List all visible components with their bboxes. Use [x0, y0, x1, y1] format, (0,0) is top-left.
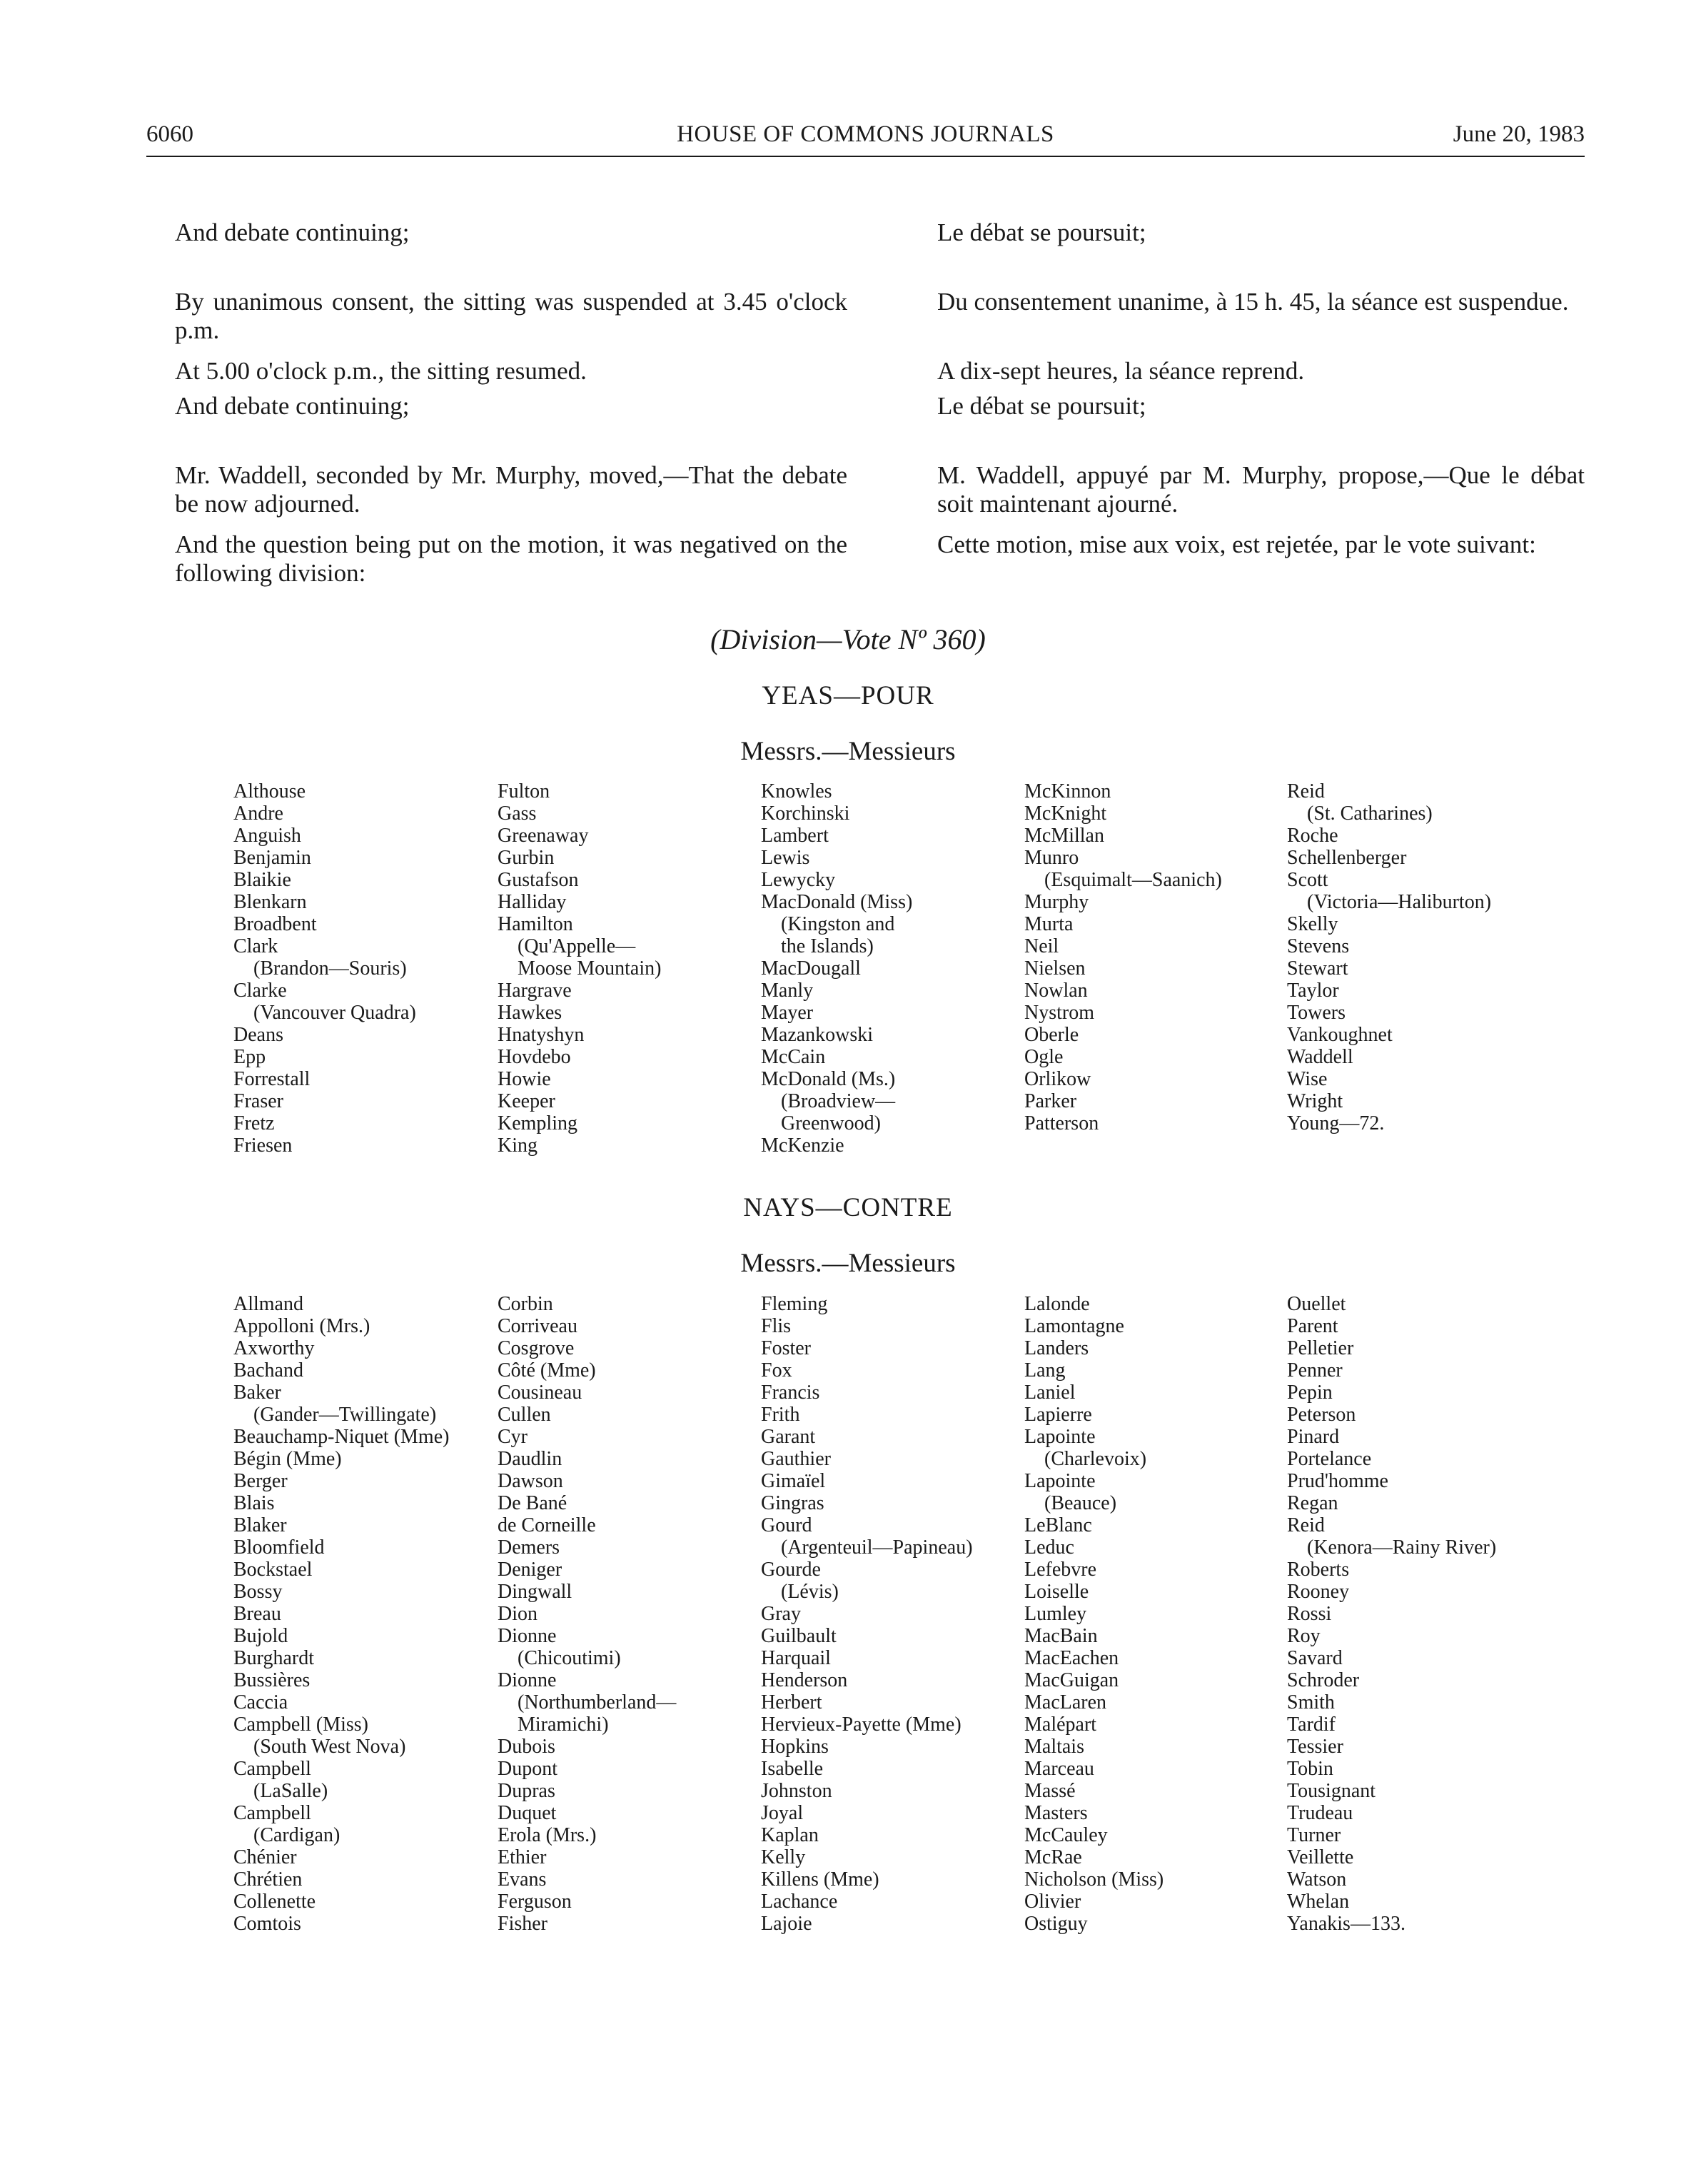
member-name: Flis	[761, 1315, 792, 1337]
member-name: Killens (Mme)	[761, 1868, 879, 1891]
member-name: Dubois	[498, 1736, 555, 1758]
member-name: Deans	[233, 1024, 283, 1046]
member-name: Henderson	[761, 1669, 848, 1691]
member-name: Lalonde	[1024, 1293, 1090, 1315]
member-name: Althouse	[233, 780, 306, 802]
member-name: Beauchamp-Niquet (Mme)	[233, 1426, 450, 1448]
member-name: Dionne	[498, 1625, 557, 1647]
fr-motion-rejetee: Cette motion, mise aux voix, est rejetée, par le vote suivant:	[937, 530, 1536, 558]
member-name: Lambert	[761, 825, 829, 847]
member-name: Fox	[761, 1359, 792, 1382]
yeas-heading: YEAS—POUR	[762, 681, 934, 710]
member-name: LeBlanc	[1024, 1514, 1092, 1536]
yeas-messrs-heading: Messrs.—Messieurs	[740, 737, 956, 766]
member-name: Tobin	[1287, 1758, 1333, 1780]
member-name: Ferguson	[498, 1891, 572, 1913]
member-name: Ouellet	[1287, 1293, 1346, 1315]
member-name: Blais	[233, 1492, 275, 1514]
member-name: Andre	[233, 802, 283, 825]
member-name: Scott	[1287, 869, 1328, 891]
member-name: Prud'homme	[1287, 1470, 1388, 1492]
member-name: Blenkarn	[233, 891, 307, 913]
en-motion-adjourn: Mr. Waddell, seconded by Mr. Murphy, moved,—That the debate be now adjourned.	[175, 461, 847, 518]
member-name: Guilbault	[761, 1625, 837, 1647]
member-name: Axworthy	[233, 1337, 315, 1359]
member-name: (Vancouver Quadra)	[253, 1002, 416, 1024]
nays-heading: NAYS—CONTRE	[743, 1193, 953, 1222]
member-name: Collenette	[233, 1891, 316, 1913]
member-name: Ogle	[1024, 1046, 1064, 1068]
member-name: Yanakis—133.	[1287, 1913, 1405, 1935]
member-name: (LaSalle)	[253, 1780, 328, 1802]
member-name: Taylor	[1287, 980, 1339, 1002]
member-name: Demers	[498, 1536, 560, 1559]
member-name: Lang	[1024, 1359, 1066, 1382]
member-name: Erola (Mrs.)	[498, 1824, 597, 1846]
member-name: Gustafson	[498, 869, 579, 891]
member-name: Manly	[761, 980, 814, 1002]
member-name: Johnston	[761, 1780, 832, 1802]
member-name: Hervieux-Payette (Mme)	[761, 1714, 961, 1736]
member-name: Roy	[1287, 1625, 1321, 1647]
member-name: McRae	[1024, 1846, 1082, 1868]
member-name: Watson	[1287, 1868, 1347, 1891]
member-name: Corbin	[498, 1293, 553, 1315]
member-name: Tousignant	[1287, 1780, 1376, 1802]
member-name: MacEachen	[1024, 1647, 1119, 1669]
member-name: Cullen	[498, 1404, 551, 1426]
member-name: Reid	[1287, 1514, 1325, 1536]
member-name: Cosgrove	[498, 1337, 575, 1359]
member-name: Campbell	[233, 1802, 311, 1824]
member-name: MacDonald (Miss)	[761, 891, 913, 913]
member-name: Bloomfield	[233, 1536, 325, 1559]
member-name: Francis	[761, 1382, 820, 1404]
member-name: the Islands)	[781, 935, 874, 957]
en-debate-continuing-1: And debate continuing;	[175, 218, 410, 246]
member-name: Munro	[1024, 847, 1079, 869]
member-name: Herbert	[761, 1691, 822, 1714]
member-name: Oberle	[1024, 1024, 1079, 1046]
member-name: Bossy	[233, 1581, 283, 1603]
member-name: Parent	[1287, 1315, 1338, 1337]
member-name: Rooney	[1287, 1581, 1350, 1603]
member-name: Blaikie	[233, 869, 291, 891]
member-name: Olivier	[1024, 1891, 1081, 1913]
member-name: Campbell (Miss)	[233, 1714, 368, 1736]
member-name: (Lévis)	[781, 1581, 839, 1603]
yeas-column-4	[1024, 780, 1222, 1134]
member-name: Clarke	[233, 980, 287, 1002]
member-name: (St. Catharines)	[1307, 802, 1433, 825]
member-name: Breau	[233, 1603, 281, 1625]
member-name: Chénier	[233, 1846, 297, 1868]
member-name: (Charlevoix)	[1044, 1448, 1147, 1470]
member-name: Miramichi)	[518, 1714, 609, 1736]
member-name: (Brandon—Souris)	[253, 957, 407, 980]
page-date: June 20, 1983	[1453, 121, 1585, 147]
member-name: Lefebvre	[1024, 1559, 1097, 1581]
member-name: Lapointe	[1024, 1470, 1096, 1492]
nays-column-3	[761, 1293, 973, 1935]
member-name: Nicholson (Miss)	[1024, 1868, 1164, 1891]
member-name: Benjamin	[233, 847, 311, 869]
member-name: Tessier	[1287, 1736, 1343, 1758]
member-name: Dion	[498, 1603, 537, 1625]
member-name: (Kenora—Rainy River)	[1307, 1536, 1497, 1559]
member-name: de Corneille	[498, 1514, 596, 1536]
member-name: Wright	[1287, 1090, 1343, 1112]
member-name: Kempling	[498, 1112, 577, 1134]
member-name: Lajoie	[761, 1913, 812, 1935]
member-name: Maltais	[1024, 1736, 1084, 1758]
member-name: Savard	[1287, 1647, 1343, 1669]
member-name: Fisher	[498, 1913, 547, 1935]
member-name: Stevens	[1287, 935, 1350, 957]
member-name: Schellenberger	[1287, 847, 1407, 869]
member-name: Murphy	[1024, 891, 1089, 913]
member-name: (Victoria—Haliburton)	[1307, 891, 1492, 913]
member-name: Hargrave	[498, 980, 572, 1002]
nays-column-2	[498, 1293, 676, 1935]
member-name: Tardif	[1287, 1714, 1336, 1736]
member-name: (Northumberland—	[518, 1691, 677, 1714]
member-name: Neil	[1024, 935, 1059, 957]
member-name: Vankoughnet	[1287, 1024, 1393, 1046]
member-name: Veillette	[1287, 1846, 1354, 1868]
member-name: Dionne	[498, 1669, 557, 1691]
member-name: Lewycky	[761, 869, 836, 891]
page-header	[146, 120, 1585, 157]
member-name: Trudeau	[1287, 1802, 1353, 1824]
member-name: Bockstael	[233, 1559, 313, 1581]
member-name: Howie	[498, 1068, 551, 1090]
member-name: Dupras	[498, 1780, 555, 1802]
member-name: Hnatyshyn	[498, 1024, 585, 1046]
member-name: Leduc	[1024, 1536, 1074, 1559]
member-name: Foster	[761, 1337, 811, 1359]
member-name: McCain	[761, 1046, 826, 1068]
member-name: Lapointe	[1024, 1426, 1096, 1448]
member-name: Fulton	[498, 780, 550, 802]
member-name: (South West Nova)	[253, 1736, 406, 1758]
member-name: Dupont	[498, 1758, 557, 1780]
member-name: Stewart	[1287, 957, 1348, 980]
yeas-column-2	[498, 780, 661, 1157]
member-name: Regan	[1287, 1492, 1338, 1514]
member-name: Kaplan	[761, 1824, 819, 1846]
member-name: Pinard	[1287, 1426, 1340, 1448]
member-name: Fleming	[761, 1293, 828, 1315]
member-name: Massé	[1024, 1780, 1076, 1802]
member-name: Whelan	[1287, 1891, 1350, 1913]
member-name: Pelletier	[1287, 1337, 1354, 1359]
member-name: Bachand	[233, 1359, 303, 1382]
member-name: Appolloni (Mrs.)	[233, 1315, 370, 1337]
member-name: Skelly	[1287, 913, 1338, 935]
member-name: Lachance	[761, 1891, 838, 1913]
member-name: Comtois	[233, 1913, 301, 1935]
member-name: Broadbent	[233, 913, 317, 935]
member-name: Kelly	[761, 1846, 806, 1868]
en-question-negatived: And the question being put on the motion, it was negatived on the following division:	[175, 530, 847, 587]
member-name: Young—72.	[1287, 1112, 1385, 1134]
member-name: MacLaren	[1024, 1691, 1107, 1714]
member-name: Burghardt	[233, 1647, 315, 1669]
yeas-column-5	[1287, 780, 1491, 1134]
member-name: McKnight	[1024, 802, 1107, 825]
member-name: McKenzie	[761, 1134, 844, 1157]
member-name: Gauthier	[761, 1448, 831, 1470]
member-name: Gourde	[761, 1559, 821, 1581]
member-name: (Gander—Twillingate)	[253, 1404, 437, 1426]
member-name: Caccia	[233, 1691, 288, 1714]
member-name: Dingwall	[498, 1581, 572, 1603]
member-name: McCauley	[1024, 1824, 1108, 1846]
member-name: Patterson	[1024, 1112, 1099, 1134]
member-name: Campbell	[233, 1758, 311, 1780]
member-name: Frith	[761, 1404, 800, 1426]
member-name: Lamontagne	[1024, 1315, 1124, 1337]
member-name: Loiselle	[1024, 1581, 1089, 1603]
member-name: Gimaïel	[761, 1470, 826, 1492]
nays-messrs-heading: Messrs.—Messieurs	[740, 1249, 956, 1278]
member-name: Pepin	[1287, 1382, 1333, 1404]
member-name: Garant	[761, 1426, 816, 1448]
member-name: Wise	[1287, 1068, 1328, 1090]
member-name: Schroder	[1287, 1669, 1360, 1691]
member-name: Cousineau	[498, 1382, 582, 1404]
member-name: Isabelle	[761, 1758, 824, 1780]
member-name: Penner	[1287, 1359, 1343, 1382]
member-name: Nowlan	[1024, 980, 1088, 1002]
member-name: (Cardigan)	[253, 1824, 340, 1846]
fr-seance-reprend: A dix-sept heures, la séance reprend.	[937, 357, 1305, 385]
member-name: Landers	[1024, 1337, 1089, 1359]
member-name: Bujold	[233, 1625, 288, 1647]
journal-title: HOUSE OF COMMONS JOURNALS	[677, 121, 1054, 147]
nays-column-1	[233, 1293, 449, 1935]
en-debate-continuing-2: And debate continuing;	[175, 392, 410, 420]
member-name: Evans	[498, 1868, 547, 1891]
en-sitting-resumed: At 5.00 o'clock p.m., the sitting resumed.	[175, 357, 587, 385]
member-name: Laniel	[1024, 1382, 1076, 1404]
member-name: Nielsen	[1024, 957, 1086, 980]
member-name: McMillan	[1024, 825, 1104, 847]
member-name: Turner	[1287, 1824, 1341, 1846]
member-name: Friesen	[233, 1134, 293, 1157]
member-name: Daudlin	[498, 1448, 562, 1470]
member-name: De Bané	[498, 1492, 567, 1514]
member-name: Roche	[1287, 825, 1338, 847]
member-name: Mayer	[761, 1002, 814, 1024]
member-name: Orlikow	[1024, 1068, 1091, 1090]
member-name: Hawkes	[498, 1002, 562, 1024]
member-name: MacDougall	[761, 957, 861, 980]
member-name: (Chicoutimi)	[518, 1647, 621, 1669]
member-name: Joyal	[761, 1802, 804, 1824]
member-name: Gourd	[761, 1514, 812, 1536]
member-name: MacGuigan	[1024, 1669, 1119, 1691]
member-name: Marceau	[1024, 1758, 1094, 1780]
member-name: Keeper	[498, 1090, 555, 1112]
member-name: Gray	[761, 1603, 801, 1625]
member-name: Gurbin	[498, 847, 555, 869]
member-name: Smith	[1287, 1691, 1335, 1714]
member-name: Hopkins	[761, 1736, 829, 1758]
member-name: Lewis	[761, 847, 810, 869]
member-name: Bussières	[233, 1669, 311, 1691]
member-name: Chrétien	[233, 1868, 303, 1891]
member-name: McKinnon	[1024, 780, 1111, 802]
member-name: Halliday	[498, 891, 567, 913]
member-name: Corriveau	[498, 1315, 577, 1337]
member-name: Peterson	[1287, 1404, 1356, 1426]
member-name: Greenwood)	[781, 1112, 881, 1134]
member-name: Ethier	[498, 1846, 547, 1868]
member-name: Hovdebo	[498, 1046, 571, 1068]
member-name: Roberts	[1287, 1559, 1350, 1581]
member-name: Bégin (Mme)	[233, 1448, 342, 1470]
member-name: Cyr	[498, 1426, 528, 1448]
member-name: Hamilton	[498, 913, 573, 935]
member-name: Moose Mountain)	[518, 957, 662, 980]
member-name: Greenaway	[498, 825, 589, 847]
member-name: Blaker	[233, 1514, 287, 1536]
yeas-column-1	[233, 780, 416, 1157]
member-name: Murta	[1024, 913, 1074, 935]
member-name: Nystrom	[1024, 1002, 1094, 1024]
member-name: (Argenteuil—Papineau)	[781, 1536, 973, 1559]
member-name: Masters	[1024, 1802, 1088, 1824]
member-name: Forrestall	[233, 1068, 311, 1090]
member-name: (Beauce)	[1044, 1492, 1117, 1514]
member-name: Allmand	[233, 1293, 303, 1315]
nays-column-5	[1287, 1293, 1496, 1935]
page-number: 6060	[146, 121, 193, 147]
member-name: Korchinski	[761, 802, 850, 825]
member-name: (Broadview—	[781, 1090, 896, 1112]
member-name: Clark	[233, 935, 278, 957]
fr-motion-ajourner: M. Waddell, appuyé par M. Murphy, propose,—Que le débat soit maintenant ajourné.	[937, 461, 1585, 518]
member-name: Gingras	[761, 1492, 824, 1514]
member-name: Reid	[1287, 780, 1325, 802]
member-name: Lumley	[1024, 1603, 1087, 1625]
member-name: (Qu'Appelle—	[518, 935, 636, 957]
member-name: McDonald (Ms.)	[761, 1068, 896, 1090]
member-name: Portelance	[1287, 1448, 1372, 1470]
member-name: Rossi	[1287, 1603, 1332, 1625]
member-name: Harquail	[761, 1647, 831, 1669]
member-name: Mazankowski	[761, 1024, 874, 1046]
fr-seance-suspendue: Du consentement unanime, à 15 h. 45, la séance est suspendue.	[937, 288, 1569, 316]
member-name: Knowles	[761, 780, 832, 802]
member-name: Dawson	[498, 1470, 563, 1492]
member-name: Lapierre	[1024, 1404, 1092, 1426]
member-name: Parker	[1024, 1090, 1077, 1112]
member-name: Gass	[498, 802, 537, 825]
division-title: (Division—Vote Nº 360)	[710, 623, 986, 655]
en-sitting-suspended: By unanimous consent, the sitting was suspended at 3.45 o'clock p.m.	[175, 288, 847, 344]
member-name: Fretz	[233, 1112, 275, 1134]
member-name: Towers	[1287, 1002, 1346, 1024]
yeas-column-3	[761, 780, 912, 1157]
fr-debat-poursuit-2: Le débat se poursuit;	[937, 392, 1146, 420]
member-name: Waddell	[1287, 1046, 1353, 1068]
member-name: (Kingston and	[781, 913, 895, 935]
member-name: (Esquimalt—Saanich)	[1044, 869, 1222, 891]
fr-debat-poursuit-1: Le débat se poursuit;	[937, 218, 1146, 246]
member-name: Berger	[233, 1470, 288, 1492]
member-name: Deniger	[498, 1559, 562, 1581]
member-name: Duquet	[498, 1802, 557, 1824]
member-name: MacBain	[1024, 1625, 1098, 1647]
member-name: King	[498, 1134, 537, 1157]
member-name: Malépart	[1024, 1714, 1097, 1736]
nays-column-4	[1024, 1293, 1164, 1935]
member-name: Côté (Mme)	[498, 1359, 596, 1382]
member-name: Ostiguy	[1024, 1913, 1088, 1935]
member-name: Epp	[233, 1046, 266, 1068]
member-name: Anguish	[233, 825, 301, 847]
member-name: Fraser	[233, 1090, 283, 1112]
member-name: Baker	[233, 1382, 281, 1404]
